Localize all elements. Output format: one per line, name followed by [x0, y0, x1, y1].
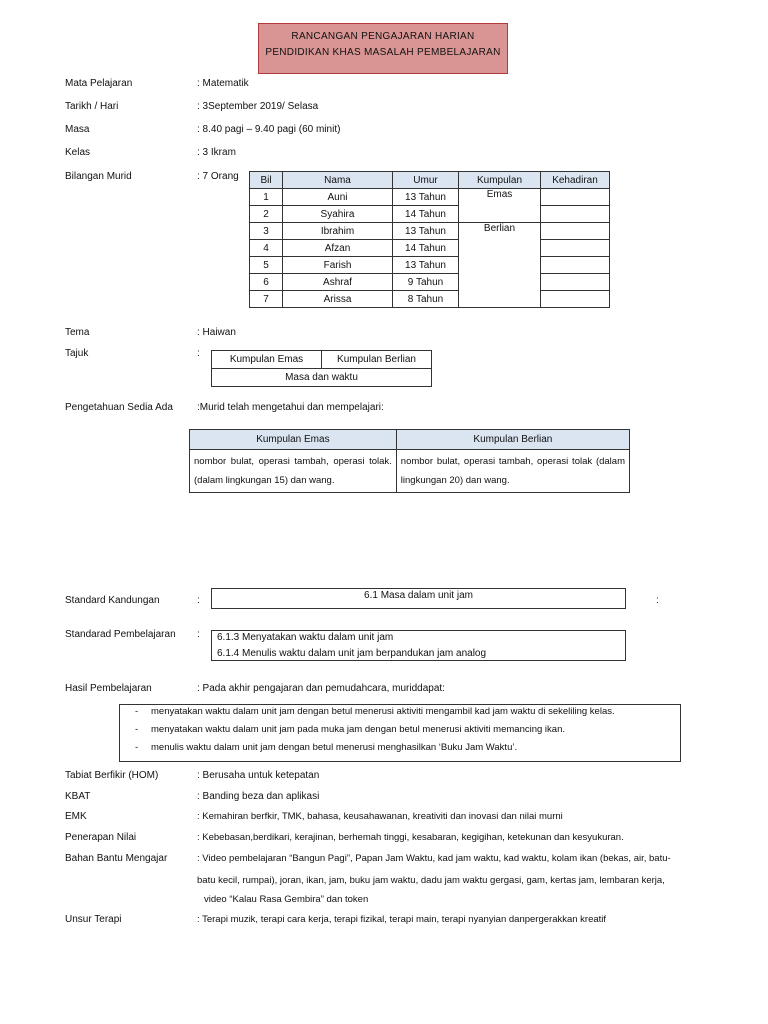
hom-label: Tabiat Berfikir (HOM): [65, 770, 159, 781]
bbm-label: Bahan Bantu Mengajar: [65, 853, 168, 864]
mata-pelajaran-label: Mata Pelajaran: [65, 78, 133, 89]
standard-pembelajaran-colon: :: [197, 629, 200, 640]
col-header-nama: Nama: [283, 172, 393, 189]
emk-value: : Kemahiran berfkir, TMK, bahasa, keusahawanan, kreativiti dan inovasi dan nilai murni: [197, 811, 563, 822]
title-line-1: RANCANGAN PENGAJARAN HARIAN: [291, 31, 475, 42]
hasil-item-2: menyatakan waktu dalam unit jam pada muka jam dengan betul menerusi aktiviti memancing ikan.: [151, 724, 565, 735]
nilai-label: Penerapan Nilai: [65, 832, 137, 843]
bilangan-murid-value: : 7 Orang: [197, 171, 239, 182]
tarikh-value: : 3September 2019/ Selasa: [197, 101, 319, 112]
cell-kehadiran: [541, 274, 610, 291]
cell-bil: 4: [250, 240, 283, 257]
psa-content-berlian: nombor bulat, operasi tambah, operasi tolak (dalam lingkungan 20) dan wang.: [396, 450, 629, 493]
kbat-label: KBAT: [65, 791, 91, 802]
cell-kehadiran: [541, 257, 610, 274]
bilangan-murid-label: Bilangan Murid: [65, 171, 132, 182]
tajuk-col-berlian: Kumpulan Berlian: [322, 351, 432, 369]
bullet-dash: -: [135, 706, 139, 717]
standard-pembelajaran-label: Standarad Pembelajaran: [65, 629, 176, 640]
col-header-umur: Umur: [393, 172, 459, 189]
tajuk-label: Tajuk: [65, 348, 89, 359]
psa-header-berlian: Kumpulan Berlian: [396, 430, 629, 450]
standard-kandungan-colon-right: :: [656, 595, 659, 606]
sp-item-1: 6.1.3 Menyatakan waktu dalam unit jam: [217, 632, 394, 643]
psa-header-emas: Kumpulan Emas: [190, 430, 397, 450]
title-line-2: PENDIDIKAN KHAS MASALAH PEMBELAJARAN: [265, 47, 501, 58]
tema-value: : Haiwan: [197, 327, 236, 338]
cell-nama: Arissa: [283, 291, 393, 308]
tema-label: Tema: [65, 327, 90, 338]
hom-value: : Berusaha untuk ketepatan: [197, 770, 320, 781]
bbm-line-3: video “Kalau Rasa Gembira” dan token: [204, 894, 369, 905]
pengetahuan-value: :Murid telah mengetahui dan mempelajari:: [197, 402, 384, 413]
cell-umur: 13 Tahun: [393, 257, 459, 274]
cell-umur: 13 Tahun: [393, 189, 459, 206]
bullet-dash: -: [135, 724, 139, 735]
emk-label: EMK: [65, 811, 87, 822]
kelas-value: : 3 Ikram: [197, 147, 236, 158]
tajuk-table: [211, 350, 432, 387]
cell-kehadiran: [541, 291, 610, 308]
nilai-value: : Kebebasan,berdikari, kerajinan, berhemah tinggi, kesabaran, kegigihan, ketekunan dan kesyukuran.: [197, 832, 624, 843]
cell-nama: Ibrahim: [283, 223, 393, 240]
cell-nama: Farish: [283, 257, 393, 274]
terapi-value: : Terapi muzik, terapi cara kerja, terapi fizikal, terapi main, terapi nyanyian danpergerakkan kreatif: [197, 914, 607, 925]
table-row: [250, 257, 610, 274]
terapi-label: Unsur Terapi: [65, 914, 122, 925]
cell-kumpulan-emas: Emas: [459, 189, 541, 223]
col-header-kehadiran: Kehadiran: [541, 172, 610, 189]
bbm-line-1: : Video pembelajaran “Bangun Pagi”, Papan Jam Waktu, kad jam waktu, kad waktu, kolam ikan (bekas, air, batu-: [197, 853, 671, 864]
standard-kandungan-box: [211, 588, 626, 609]
mata-pelajaran-value: : Matematik: [197, 78, 249, 89]
standard-kandungan-colon: :: [197, 595, 200, 606]
cell-umur: 8 Tahun: [393, 291, 459, 308]
cell-kehadiran: [541, 189, 610, 206]
sp-item-2: 6.1.4 Menulis waktu dalam unit jam berpandukan jam analog: [217, 648, 487, 659]
document-title-box: [258, 23, 508, 74]
cell-bil: 7: [250, 291, 283, 308]
cell-nama: Syahira: [283, 206, 393, 223]
cell-bil: 3: [250, 223, 283, 240]
cell-kumpulan-berlian: Berlian: [459, 223, 541, 308]
hasil-item-1: menyatakan waktu dalam unit jam dengan betul menerusi aktiviti mengambil kad jam waktu di sekeliling kelas.: [151, 706, 615, 717]
cell-bil: 5: [250, 257, 283, 274]
murid-table: [249, 171, 610, 308]
cell-nama: Afzan: [283, 240, 393, 257]
table-row: [250, 189, 610, 206]
hasil-value: : Pada akhir pengajaran dan pemudahcara, muriddapat:: [197, 683, 445, 694]
table-row: [250, 223, 610, 240]
bbm-line-2: batu kecil, rumpai), joran, ikan, jam, buku jam waktu, dadu jam waktu gergasi, gam, kertas jam, lembaran kerja,: [197, 875, 665, 886]
hasil-label: Hasil Pembelajaran: [65, 683, 152, 694]
cell-kehadiran: [541, 223, 610, 240]
tajuk-content: Masa dan waktu: [212, 369, 432, 387]
kelas-label: Kelas: [65, 147, 91, 158]
pengetahuan-table: [189, 429, 630, 493]
col-header-kumpulan: Kumpulan: [459, 172, 541, 189]
bullet-dash: -: [135, 742, 139, 753]
cell-nama: Ashraf: [283, 274, 393, 291]
tarikh-label: Tarikh / Hari: [65, 101, 119, 112]
standard-pembelajaran-box: [211, 630, 626, 661]
psa-content-emas: nombor bulat, operasi tambah, operasi tolak. (dalam lingkungan 15) dan wang.: [190, 450, 397, 493]
cell-bil: 6: [250, 274, 283, 291]
kbat-value: : Banding beza dan aplikasi: [197, 791, 320, 802]
tajuk-col-emas: Kumpulan Emas: [212, 351, 322, 369]
table-row: [250, 274, 610, 291]
pengetahuan-label: Pengetahuan Sedia Ada: [65, 402, 173, 413]
cell-kehadiran: [541, 206, 610, 223]
masa-value: : 8.40 pagi – 9.40 pagi (60 minit): [197, 124, 341, 135]
col-header-bil: Bil: [250, 172, 283, 189]
cell-umur: 13 Tahun: [393, 223, 459, 240]
cell-bil: 2: [250, 206, 283, 223]
masa-label: Masa: [65, 124, 90, 135]
cell-bil: 1: [250, 189, 283, 206]
cell-umur: 14 Tahun: [393, 240, 459, 257]
table-row: [250, 206, 610, 223]
standard-kandungan-value: 6.1 Masa dalam unit jam: [364, 590, 473, 601]
cell-umur: 14 Tahun: [393, 206, 459, 223]
table-row: [250, 291, 610, 308]
cell-nama: Auni: [283, 189, 393, 206]
table-row: [250, 240, 610, 257]
standard-kandungan-label: Standard Kandungan: [65, 595, 160, 606]
cell-kehadiran: [541, 240, 610, 257]
hasil-item-3: menulis waktu dalam unit jam dengan betul menerusi menghasilkan ‘Buku Jam Waktu’.: [151, 742, 518, 753]
table-header-row: [250, 172, 610, 189]
cell-umur: 9 Tahun: [393, 274, 459, 291]
tajuk-colon: :: [197, 348, 200, 359]
